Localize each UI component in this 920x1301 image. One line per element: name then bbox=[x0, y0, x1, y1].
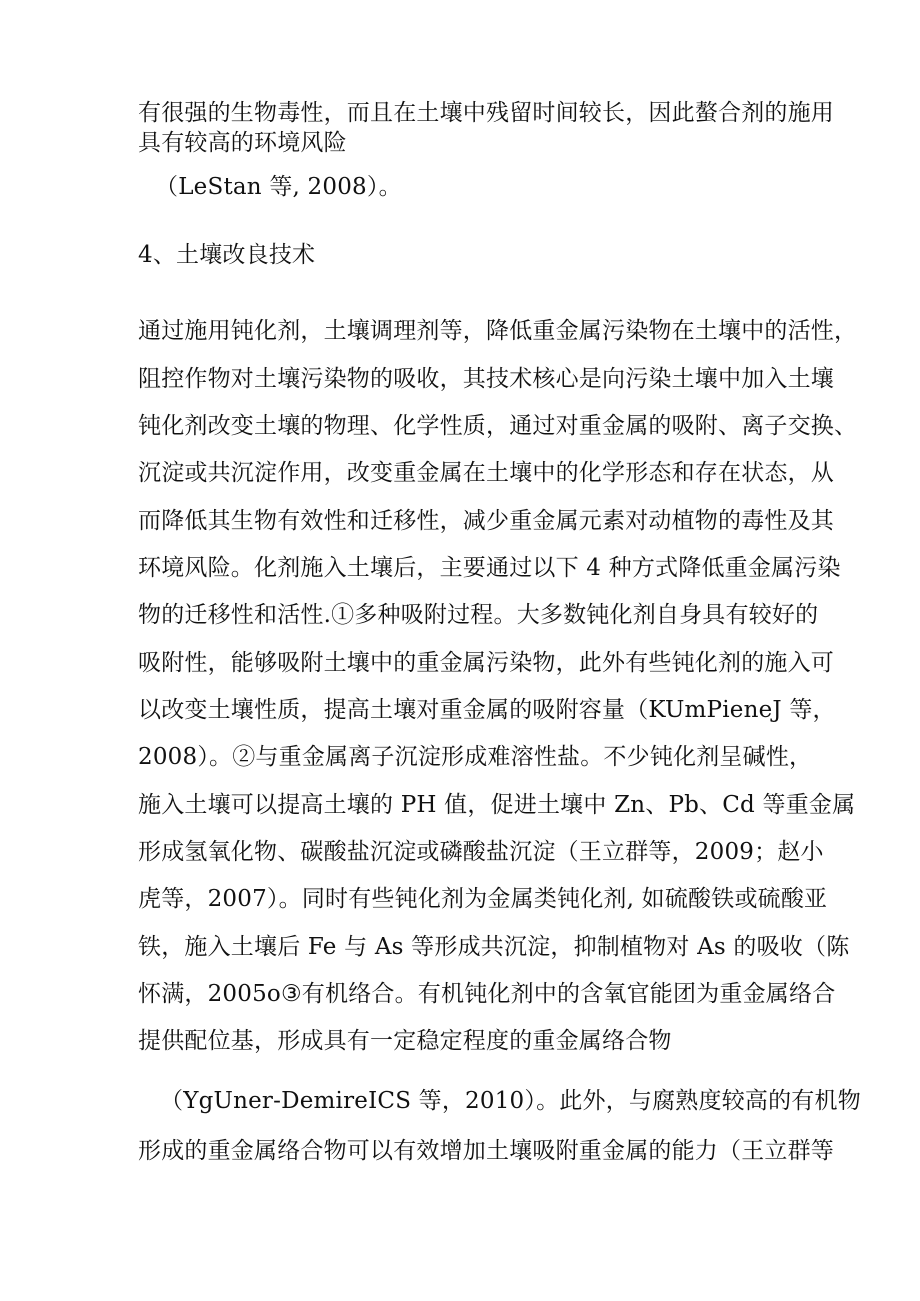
citation-line: （YgUner-DemireICS 等，2010）。此外，与腐熟度较高的有机物 bbox=[160, 1088, 861, 1114]
body-text-line: 沉淀或共沉淀作用，改变重金属在土壤中的化学形态和存在状态，从 bbox=[138, 460, 834, 486]
body-text-line: 怀满，2005o③有机络合。有机钝化剂中的含氧官能团为重金属络合 bbox=[138, 981, 836, 1007]
body-text-line: 提供配位基，形成具有一定稳定程度的重金属络合物 bbox=[138, 1028, 672, 1054]
body-text-line: 钝化剂改变土壤的物理、化学性质，通过对重金属的吸附、离子交换、 bbox=[138, 413, 858, 439]
body-text-line: 吸附性，能够吸附土壤中的重金属污染物，此外有些钝化剂的施入可 bbox=[138, 650, 834, 676]
citation-line: （LeStan 等, 2008）。 bbox=[155, 174, 402, 200]
body-text-line: 虎等，2007）。同时有些钝化剂为金属类钝化剂, 如硫酸铁或硫酸亚 bbox=[138, 886, 828, 912]
body-text-line: 铁，施入土壤后 Fe 与 As 等形成共沉淀，抑制植物对 As 的吸收（陈 bbox=[138, 934, 850, 960]
body-text-line: 通过施用钝化剂，土壤调理剂等，降低重金属污染物在土壤中的活性， bbox=[138, 318, 858, 344]
body-text-line: 阻控作物对土壤污染物的吸收，其技术核心是向污染土壤中加入土壤 bbox=[138, 366, 834, 392]
body-text-line: 物的迁移性和活性.①多种吸附过程。大多数钝化剂自身具有较好的 bbox=[138, 602, 819, 628]
body-text-line: 形成的重金属络合物可以有效增加土壤吸附重金属的能力（王立群等 bbox=[138, 1138, 834, 1164]
body-text-line: 2008）。②与重金属离子沉淀形成难溶性盐。不少钝化剂呈碱性， bbox=[138, 744, 813, 770]
body-text-line: 具有较高的环境风险 bbox=[138, 130, 347, 156]
body-text-line: 有很强的生物毒性，而且在土壤中残留时间较长，因此螯合剂的施用 bbox=[138, 100, 834, 126]
section-heading: 4、土壤改良技术 bbox=[138, 242, 316, 268]
body-text-line: 以改变土壤性质，提高土壤对重金属的吸附容量（KUmPieneJ 等， bbox=[138, 697, 836, 723]
body-text-line: 而降低其生物有效性和迁移性，减少重金属元素对动植物的毒性及其 bbox=[138, 508, 834, 534]
body-text-line: 环境风险。化剂施入土壤后，主要通过以下 4 种方式降低重金属污染 bbox=[138, 555, 841, 581]
body-text-line: 形成氢氧化物、碳酸盐沉淀或磷酸盐沉淀（王立群等，2009；赵小 bbox=[138, 839, 824, 865]
body-text-line: 施入土壤可以提高土壤的 PH 值，促进土壤中 Zn、Pb、Cd 等重金属 bbox=[138, 792, 856, 818]
